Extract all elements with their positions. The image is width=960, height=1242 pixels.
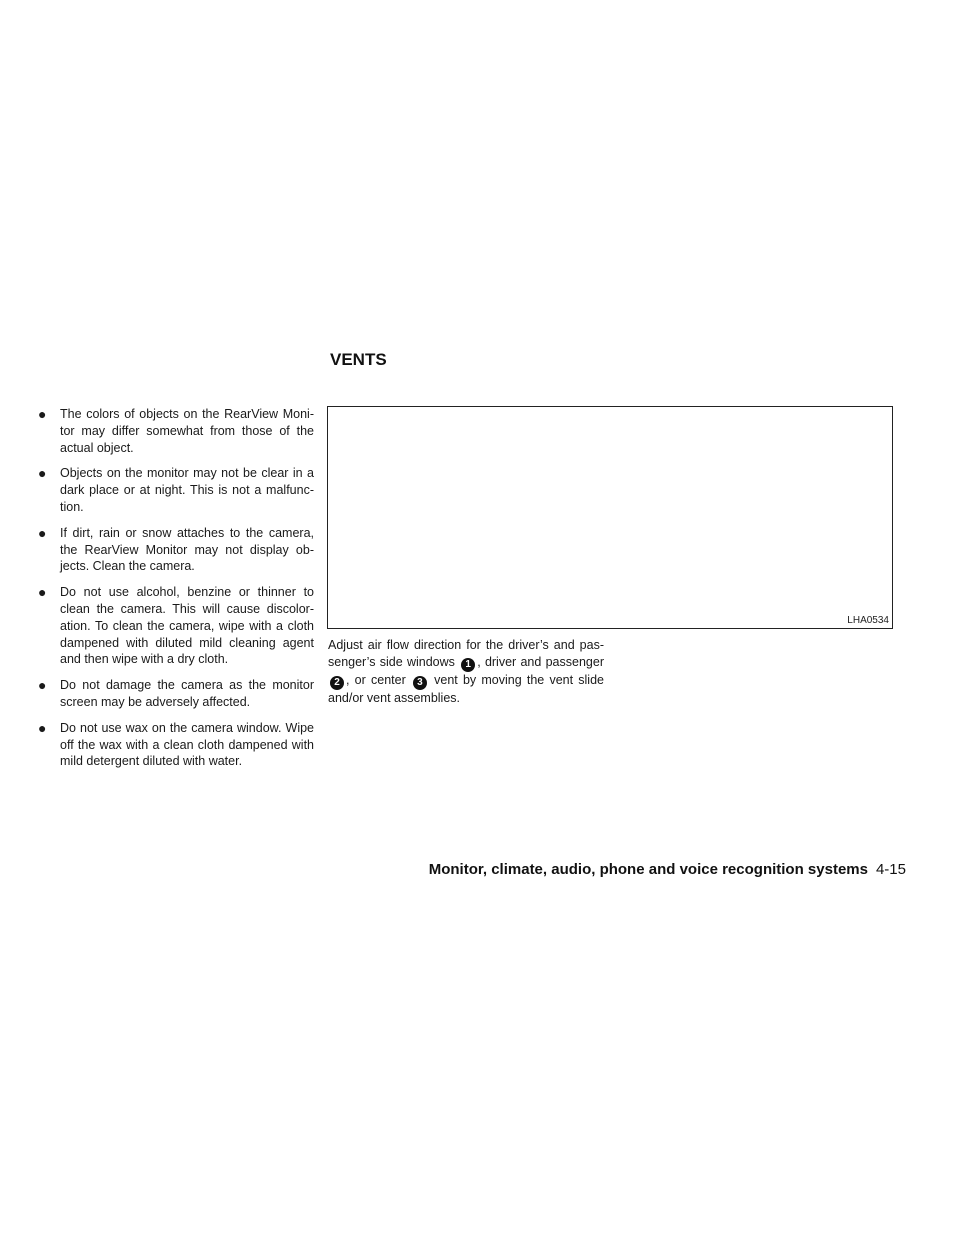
bullet-list: [38, 406, 314, 779]
figure-code: LHA0534: [847, 615, 889, 626]
list-item: [38, 525, 314, 575]
bullet-text: If dirt, rain or snow attaches to the camera, the RearView Monitor may not display objects. Clean the camera.: [60, 525, 314, 574]
bullet-text: The colors of objects on the RearView Monitor may differ somewhat from those of the actual object.: [60, 407, 314, 455]
chapter-title: Monitor, climate, audio, phone and voice recognition systems: [428, 861, 868, 878]
list-item: [38, 584, 314, 668]
bullet-icon: ●: [38, 719, 47, 736]
vents-paragraph: [328, 637, 604, 707]
callout-1-icon: 1: [461, 658, 475, 672]
list-item: [38, 677, 314, 711]
bullet-icon: ●: [38, 524, 47, 541]
vents-figure: [327, 406, 893, 629]
bullet-text: Do not damage the camera as the monitor screen may be adversely affected.: [60, 678, 314, 709]
list-item: [38, 406, 314, 456]
paragraph-text: Adjust air flow direction for the driver’s and passenger’s side windows: [328, 638, 604, 669]
bullet-text: Do not use wax on the camera window. Wipe off the wax with a clean cloth dampened with mild detergent diluted with water.: [60, 720, 314, 769]
list-item: [38, 720, 314, 770]
bullet-icon: ●: [38, 406, 47, 422]
callout-3-icon: 3: [413, 676, 427, 690]
page-footer: [429, 861, 906, 878]
paragraph-text: vent by moving the vent slide and/or vent assemblies.: [328, 672, 604, 705]
bullet-text: Do not use alcohol, benzine or thinner to clean the camera. This will cause discoloration. To clean the camera, wipe with a cloth dampened with diluted mild cleaning agent and then wipe with a dry cloth.: [60, 585, 314, 667]
bullet-icon: ●: [38, 465, 47, 482]
callout-2-icon: 2: [330, 676, 344, 690]
bullet-icon: ●: [38, 677, 47, 694]
page-number: 4-15: [875, 861, 906, 878]
list-item: [38, 465, 314, 515]
bullet-icon: ●: [38, 584, 47, 601]
paragraph-text: , or center: [346, 672, 411, 687]
paragraph-text: , driver and passenger: [477, 654, 604, 669]
section-title: VENTS: [330, 350, 387, 369]
bullet-text: Objects on the monitor may not be clear in a dark place or at night. This is not a malfunction.: [60, 466, 314, 514]
